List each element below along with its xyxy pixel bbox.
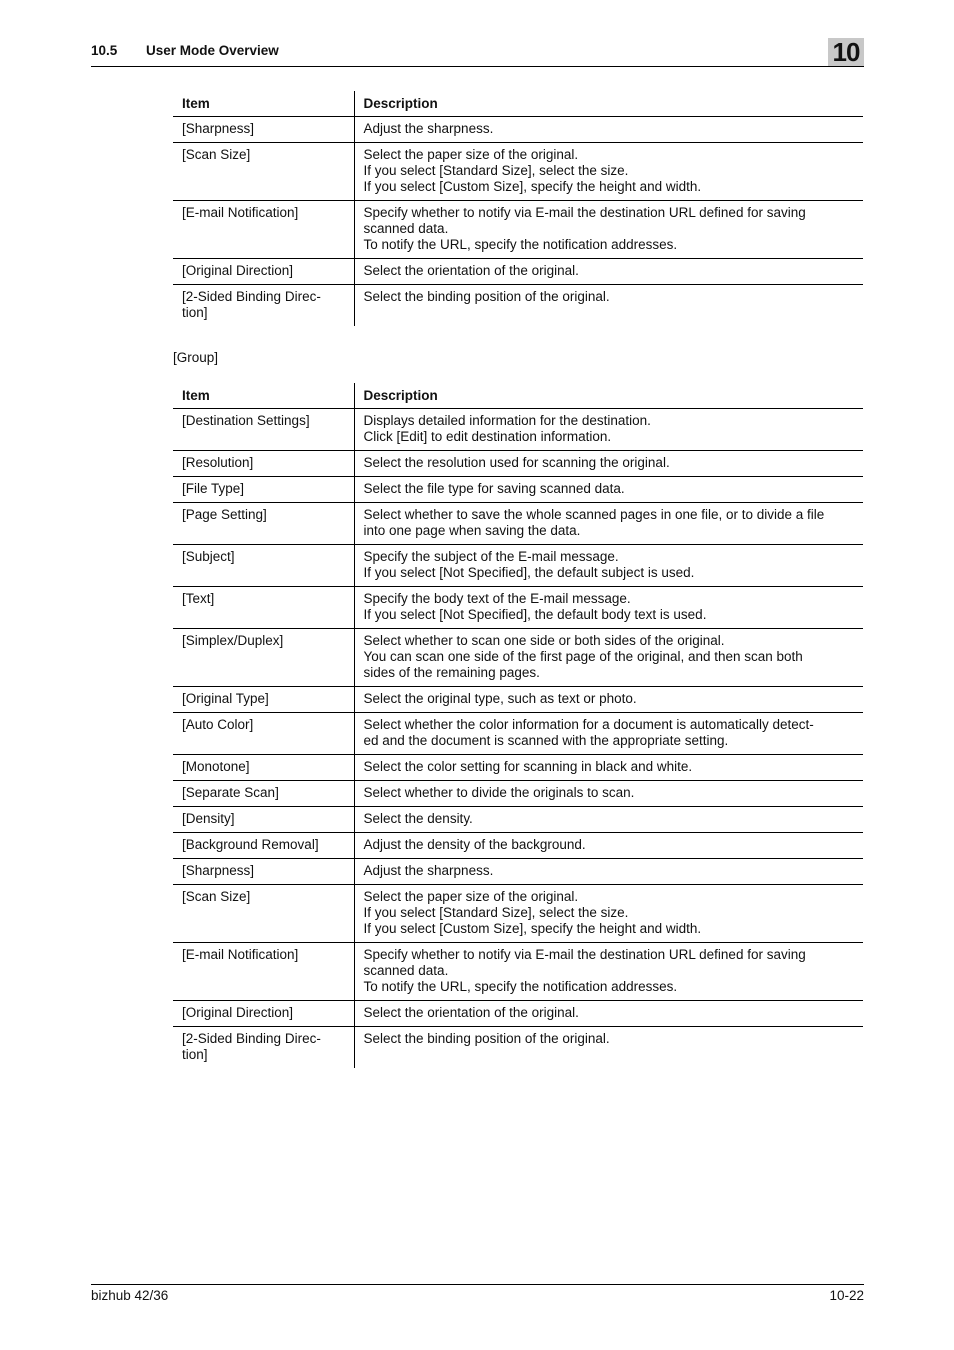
table-row: [173, 143, 863, 201]
item-cell-line: [Original Direction]: [182, 1005, 294, 1020]
description-cell-line: You can scan one side of the first page of the original, and then scan both: [363, 649, 803, 664]
description-cell-line: Select the binding position of the original.: [363, 1031, 610, 1046]
item-cell-line: [Scan Size]: [182, 889, 251, 904]
description-cell-line: Displays detailed information for the destination.: [363, 413, 651, 428]
table-row: [173, 943, 863, 1001]
table-header-row: [173, 91, 863, 117]
table-row: [173, 859, 863, 885]
description-cell: [354, 781, 863, 807]
description-cell: [354, 201, 863, 259]
column-header-description: Description: [354, 383, 863, 409]
settings-table-group: [173, 383, 863, 1068]
description-cell: [354, 143, 863, 201]
description-cell-line: Select the orientation of the original.: [363, 1005, 579, 1020]
item-cell-line: [Scan Size]: [182, 147, 251, 162]
description-cell-line: If you select [Not Specified], the default subject is used.: [363, 565, 695, 580]
page-header: [91, 37, 864, 67]
item-cell-line: [2-Sided Binding Direc-: [182, 289, 321, 304]
table-row: [173, 259, 863, 285]
description-cell: [354, 587, 863, 629]
description-cell: [354, 833, 863, 859]
description-cell-line: Select the resolution used for scanning the original.: [363, 455, 670, 470]
item-cell-line: [Subject]: [182, 549, 235, 564]
item-cell: [173, 755, 354, 781]
description-cell-line: Specify the subject of the E-mail message.: [363, 549, 619, 564]
table-row: [173, 755, 863, 781]
item-cell-line: [Original Direction]: [182, 263, 294, 278]
settings-table-1: [173, 91, 863, 326]
table-row: [173, 629, 863, 687]
description-cell-line: sides of the remaining pages.: [363, 665, 540, 680]
item-cell-line: [Destination Settings]: [182, 413, 310, 428]
table-row: [173, 1001, 863, 1027]
item-cell-line: [Sharpness]: [182, 121, 255, 136]
description-cell-line: Select whether to divide the originals to scan.: [363, 785, 635, 800]
description-cell: [354, 1001, 863, 1027]
description-cell-line: If you select [Standard Size], select the size.: [363, 905, 629, 920]
column-header-item: Item: [173, 383, 354, 409]
description-cell: [354, 117, 863, 143]
description-cell: [354, 259, 863, 285]
item-cell: [173, 545, 354, 587]
model-name: bizhub 42/36: [91, 1288, 169, 1303]
table-row: [173, 781, 863, 807]
description-cell-line: Specify the body text of the E-mail message.: [363, 591, 631, 606]
description-cell: [354, 713, 863, 755]
description-cell-line: Select whether to save the whole scanned pages in one file, or to divide a file: [363, 507, 825, 522]
description-cell-line: If you select [Custom Size], specify the height and width.: [363, 921, 702, 936]
column-header-description: Description: [354, 91, 863, 117]
item-cell-line: [Monotone]: [182, 759, 250, 774]
description-cell: [354, 503, 863, 545]
item-cell-line: [File Type]: [182, 481, 245, 496]
table-row: [173, 201, 863, 259]
section-title: User Mode Overview: [146, 43, 279, 58]
column-header-item: Item: [173, 91, 354, 117]
item-cell: [173, 833, 354, 859]
description-cell-line: Select the file type for saving scanned data.: [363, 481, 625, 496]
description-cell: [354, 687, 863, 713]
item-cell: [173, 477, 354, 503]
description-cell: [354, 943, 863, 1001]
description-cell-line: scanned data.: [363, 221, 449, 236]
item-cell-line: [Separate Scan]: [182, 785, 279, 800]
item-cell-line: [E-mail Notification]: [182, 205, 299, 220]
item-cell: [173, 409, 354, 451]
description-cell-line: Click [Edit] to edit destination information.: [363, 429, 612, 444]
item-cell-line: [2-Sided Binding Direc-: [182, 1031, 321, 1046]
item-cell-line: [E-mail Notification]: [182, 947, 299, 962]
description-cell-line: Select the binding position of the original.: [363, 289, 610, 304]
item-cell: [173, 1001, 354, 1027]
page-number: 10-22: [829, 1288, 864, 1303]
item-cell-line: tion]: [182, 1047, 208, 1062]
description-cell: [354, 477, 863, 503]
description-cell-line: Adjust the sharpness.: [363, 863, 494, 878]
item-cell: [173, 201, 354, 259]
item-cell: [173, 807, 354, 833]
item-cell: [173, 687, 354, 713]
table-row: [173, 713, 863, 755]
description-cell-line: Adjust the sharpness.: [363, 121, 494, 136]
page-footer: [91, 1284, 864, 1303]
item-cell: [173, 885, 354, 943]
item-cell: [173, 117, 354, 143]
description-cell-line: Select the original type, such as text or photo.: [363, 691, 637, 706]
table-row: [173, 285, 863, 327]
item-cell: [173, 859, 354, 885]
item-cell-line: [Original Type]: [182, 691, 269, 706]
description-cell-line: ed and the document is scanned with the appropriate setting.: [363, 733, 729, 748]
description-cell: [354, 859, 863, 885]
item-cell-line: [Resolution]: [182, 455, 254, 470]
description-cell-line: To notify the URL, specify the notification addresses.: [363, 979, 678, 994]
description-cell-line: If you select [Not Specified], the default body text is used.: [363, 607, 707, 622]
item-cell-line: [Auto Color]: [182, 717, 254, 732]
description-cell-line: Specify whether to notify via E-mail the destination URL defined for saving: [363, 205, 806, 220]
table-row: [173, 1027, 863, 1069]
item-cell-line: [Simplex/Duplex]: [182, 633, 284, 648]
item-cell: [173, 451, 354, 477]
item-cell: [173, 629, 354, 687]
table-header-row: [173, 383, 863, 409]
table-row: [173, 587, 863, 629]
description-cell-line: into one page when saving the data.: [363, 523, 581, 538]
description-cell-line: scanned data.: [363, 963, 449, 978]
item-cell: [173, 143, 354, 201]
item-cell: [173, 285, 354, 327]
item-cell: [173, 713, 354, 755]
description-cell-line: Select whether to scan one side or both sides of the original.: [363, 633, 725, 648]
table-row: [173, 807, 863, 833]
item-cell-line: [Page Setting]: [182, 507, 267, 522]
description-cell: [354, 285, 863, 327]
description-cell-line: If you select [Custom Size], specify the height and width.: [363, 179, 702, 194]
description-cell: [354, 545, 863, 587]
description-cell-line: Select whether the color information for a document is automatically detect-: [363, 717, 814, 732]
item-cell-line: [Density]: [182, 811, 235, 826]
item-cell: [173, 781, 354, 807]
table-row: [173, 117, 863, 143]
table-row: [173, 833, 863, 859]
description-cell: [354, 1027, 863, 1069]
description-cell-line: To notify the URL, specify the notification addresses.: [363, 237, 678, 252]
table-row: [173, 503, 863, 545]
chapter-badge: 10: [828, 38, 864, 66]
table-row: [173, 477, 863, 503]
item-cell-line: tion]: [182, 305, 208, 320]
description-cell-line: Select the density.: [363, 811, 473, 826]
group-label: [Group]: [173, 350, 219, 365]
table-row: [173, 451, 863, 477]
item-cell: [173, 259, 354, 285]
description-cell: [354, 451, 863, 477]
table-row: [173, 409, 863, 451]
description-cell: [354, 885, 863, 943]
description-cell-line: Adjust the density of the background.: [363, 837, 586, 852]
description-cell-line: If you select [Standard Size], select the size.: [363, 163, 629, 178]
description-cell-line: Select the paper size of the original.: [363, 147, 579, 162]
item-cell-line: [Background Removal]: [182, 837, 319, 852]
table-row: [173, 545, 863, 587]
item-cell-line: [Sharpness]: [182, 863, 255, 878]
description-cell: [354, 755, 863, 781]
description-cell-line: Select the orientation of the original.: [363, 263, 579, 278]
item-cell: [173, 503, 354, 545]
section-number: 10.5: [91, 43, 118, 58]
description-cell: [354, 807, 863, 833]
description-cell-line: Specify whether to notify via E-mail the destination URL defined for saving: [363, 947, 806, 962]
item-cell: [173, 1027, 354, 1069]
table-row: [173, 885, 863, 943]
table-row: [173, 687, 863, 713]
description-cell-line: Select the paper size of the original.: [363, 889, 579, 904]
description-cell: [354, 409, 863, 451]
item-cell: [173, 943, 354, 1001]
description-cell-line: Select the color setting for scanning in black and white.: [363, 759, 693, 774]
item-cell-line: [Text]: [182, 591, 215, 606]
description-cell: [354, 629, 863, 687]
item-cell: [173, 587, 354, 629]
